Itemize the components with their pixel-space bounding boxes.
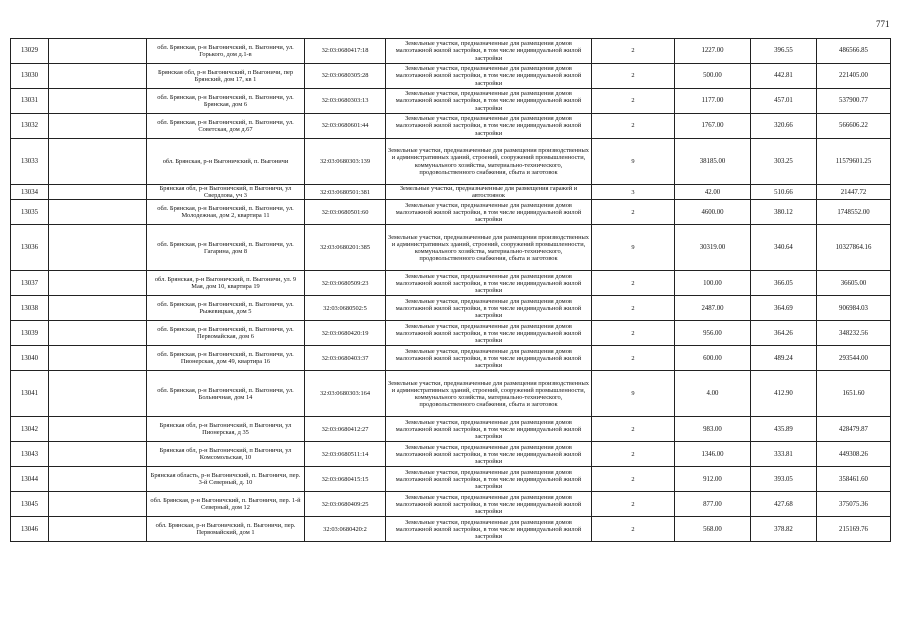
table-row (11, 517, 891, 542)
cadastral-value-cell: 566606.22 (817, 114, 891, 139)
row-number: 13038 (11, 296, 49, 321)
cadastral-number-cell: 32:03:0680201:385 (305, 225, 386, 271)
specific-value-cell: 333.81 (751, 442, 817, 467)
area-cell: 877.00 (675, 492, 751, 517)
group-cell: 2 (592, 467, 675, 492)
address-cell: Брянская обл, р-н Выгоничский, п Выгоничи, ул Свердлова, уч 3 (147, 185, 305, 200)
group-cell: 2 (592, 296, 675, 321)
land-use-cell: Земельные участки, предназначенные для размещения домов малоэтажной жилой застройки, в том числе индивидуальной жилой застройки (386, 200, 592, 225)
land-use-cell: Земельные участки, предназначенные для размещения домов малоэтажной жилой застройки, в том числе индивидуальной жилой застройки (386, 467, 592, 492)
row-number: 13046 (11, 517, 49, 542)
cadastral-number-cell: 32:03:0680403:37 (305, 346, 386, 371)
cadastral-value-cell: 428479.87 (817, 417, 891, 442)
cadastral-value-cell: 449308.26 (817, 442, 891, 467)
land-use-cell: Земельные участки, предназначенные для размещения домов малоэтажной жилой застройки, в том числе индивидуальной жилой застройки (386, 517, 592, 542)
empty-cell (49, 296, 147, 321)
empty-cell (49, 185, 147, 200)
table-row (11, 346, 891, 371)
group-cell: 3 (592, 185, 675, 200)
group-cell: 2 (592, 492, 675, 517)
specific-value-cell: 396.55 (751, 39, 817, 64)
address-cell: обл. Брянская, р-н Выгоничский, п. Выгоничи, ул. Пионерская, дом 49, квартира 16 (147, 346, 305, 371)
cadastral-value-cell: 1748552.00 (817, 200, 891, 225)
row-number: 13029 (11, 39, 49, 64)
address-cell: обл. Брянская, р-н Выгоничский, п. Выгоничи, ул. Советская, дом д.67 (147, 114, 305, 139)
row-number: 13037 (11, 271, 49, 296)
area-cell: 912.00 (675, 467, 751, 492)
specific-value-cell: 393.05 (751, 467, 817, 492)
specific-value-cell: 412.90 (751, 371, 817, 417)
area-cell: 42.00 (675, 185, 751, 200)
land-use-cell: Земельные участки, предназначенные для размещения домов малоэтажной жилой застройки, в том числе индивидуальной жилой застройки (386, 492, 592, 517)
land-use-cell: Земельные участки, предназначенные для размещения домов малоэтажной жилой застройки, в том числе индивидуальной жилой застройки (386, 114, 592, 139)
specific-value-cell: 303.25 (751, 139, 817, 185)
cadastral-value-cell: 1651.60 (817, 371, 891, 417)
cadastral-value-table (10, 38, 891, 542)
table-row (11, 64, 891, 89)
cadastral-value-cell: 21447.72 (817, 185, 891, 200)
empty-cell (49, 64, 147, 89)
cadastral-number-cell: 32:03:0680501:60 (305, 200, 386, 225)
row-number: 13035 (11, 200, 49, 225)
group-cell: 2 (592, 64, 675, 89)
area-cell: 4.00 (675, 371, 751, 417)
address-cell: обл. Брянская, р-н Выгоничский, п. Выгоничи, ул. Молодежная, дом 2, квартира 11 (147, 200, 305, 225)
address-cell: обл. Брянская, р-н Выгоничский, п. Выгоничи, ул. Брянская, дом 6 (147, 89, 305, 114)
cadastral-value-cell: 486566.85 (817, 39, 891, 64)
row-number: 13042 (11, 417, 49, 442)
land-use-cell: Земельные участки, предназначенные для размещения домов малоэтажной жилой застройки, в том числе индивидуальной жилой застройки (386, 64, 592, 89)
empty-cell (49, 225, 147, 271)
land-use-cell: Земельные участки, предназначенные для размещения домов малоэтажной жилой застройки, в том числе индивидуальной жилой застройки (386, 271, 592, 296)
table-row (11, 296, 891, 321)
cadastral-value-cell: 11579601.25 (817, 139, 891, 185)
cadastral-number-cell: 32:03:0680501:381 (305, 185, 386, 200)
specific-value-cell: 378.82 (751, 517, 817, 542)
land-use-cell: Земельные участки, предназначенные для размещения домов малоэтажной жилой застройки, в том числе индивидуальной жилой застройки (386, 442, 592, 467)
row-number: 13045 (11, 492, 49, 517)
cadastral-value-cell: 215169.76 (817, 517, 891, 542)
specific-value-cell: 364.69 (751, 296, 817, 321)
land-use-cell: Земельные участки, предназначенные для размещения производственных и административных зданий, строений, сооружений промышленности, коммунального хозяйства, материально-технического, продовольственного снабжения, сбыта и заготовок (386, 225, 592, 271)
group-cell: 2 (592, 114, 675, 139)
area-cell: 2487.00 (675, 296, 751, 321)
empty-cell (49, 371, 147, 417)
table-row (11, 185, 891, 200)
page-number: 771 (876, 19, 890, 29)
cadastral-value-cell: 293544.00 (817, 346, 891, 371)
address-cell: обл. Брянская, р-н Выгоничский, п. Выгоничи, ул. Первомайская, дом 6 (147, 321, 305, 346)
land-use-cell: Земельные участки, предназначенные для размещения домов малоэтажной жилой застройки, в том числе индивидуальной жилой застройки (386, 321, 592, 346)
group-cell: 2 (592, 321, 675, 346)
empty-cell (49, 467, 147, 492)
cadastral-value-cell: 906984.03 (817, 296, 891, 321)
address-cell: обл. Брянская, р-н Выгоничский, п. Выгоничи (147, 139, 305, 185)
cadastral-number-cell: 32:03:0680415:15 (305, 467, 386, 492)
row-number: 13033 (11, 139, 49, 185)
area-cell: 600.00 (675, 346, 751, 371)
address-cell: Брянская обл, р-н Выгоничский, п Выгоничи, пер Брянский, дом 17, кв 1 (147, 64, 305, 89)
cadastral-number-cell: 32:03:0680420:2 (305, 517, 386, 542)
cadastral-number-cell: 32:03:0680502:5 (305, 296, 386, 321)
empty-cell (49, 346, 147, 371)
row-number: 13036 (11, 225, 49, 271)
specific-value-cell: 510.66 (751, 185, 817, 200)
specific-value-cell: 320.66 (751, 114, 817, 139)
empty-cell (49, 271, 147, 296)
specific-value-cell: 435.89 (751, 417, 817, 442)
address-cell: обл. Брянская, р-н Выгоничский, п. Выгоничи, пер. Первомайский, дом 1 (147, 517, 305, 542)
cadastral-value-cell: 537900.77 (817, 89, 891, 114)
address-cell: обл. Брянская, р-н Выгоничский, п. Выгоничи, пер. 1-й Северный, дом 12 (147, 492, 305, 517)
address-cell: Брянская обл, р-н Выгоничский, п Выгоничи, ул Комсомольская, 10 (147, 442, 305, 467)
area-cell: 956.00 (675, 321, 751, 346)
address-cell: обл. Брянская, р-н Выгоничский, п. Выгоничи, ул. Больничная, дом 14 (147, 371, 305, 417)
group-cell: 9 (592, 139, 675, 185)
group-cell: 2 (592, 200, 675, 225)
cadastral-number-cell: 32:03:0680303:139 (305, 139, 386, 185)
table-row (11, 371, 891, 417)
table-row (11, 442, 891, 467)
specific-value-cell: 366.05 (751, 271, 817, 296)
cadastral-number-cell: 32:03:0680601:44 (305, 114, 386, 139)
empty-cell (49, 417, 147, 442)
cadastral-value-cell: 375075.36 (817, 492, 891, 517)
land-use-cell: Земельные участки, предназначенные для размещения домов малоэтажной жилой застройки, в том числе индивидуальной жилой застройки (386, 89, 592, 114)
row-number: 13039 (11, 321, 49, 346)
group-cell: 9 (592, 225, 675, 271)
table-row (11, 467, 891, 492)
cadastral-number-cell: 32:03:0680417:18 (305, 39, 386, 64)
land-use-cell: Земельные участки, предназначенные для размещения домов малоэтажной жилой застройки, в том числе индивидуальной жилой застройки (386, 346, 592, 371)
cadastral-number-cell: 32:03:0680305:28 (305, 64, 386, 89)
area-cell: 1346.00 (675, 442, 751, 467)
table-row (11, 417, 891, 442)
address-cell: Брянская область, р-н Выгоничский, п. Выгоничи, пер. 3-й Северный, д. 10 (147, 467, 305, 492)
area-cell: 38185.00 (675, 139, 751, 185)
cadastral-value-cell: 36605.00 (817, 271, 891, 296)
address-cell: Брянская обл, р-н Выгоничский, п Выгоничи, ул Пионерская, д 35 (147, 417, 305, 442)
empty-cell (49, 89, 147, 114)
group-cell: 2 (592, 517, 675, 542)
specific-value-cell: 489.24 (751, 346, 817, 371)
area-cell: 1227.00 (675, 39, 751, 64)
empty-cell (49, 200, 147, 225)
cadastral-value-cell: 348232.56 (817, 321, 891, 346)
table-row (11, 492, 891, 517)
group-cell: 2 (592, 346, 675, 371)
table-row (11, 139, 891, 185)
land-use-cell: Земельные участки, предназначенные для размещения производственных и административных зданий, строений, сооружений промышленности, коммунального хозяйства, материально-технического, продовольственного снабжения, сбыта и заготовок (386, 371, 592, 417)
empty-cell (49, 442, 147, 467)
empty-cell (49, 492, 147, 517)
area-cell: 1767.00 (675, 114, 751, 139)
cadastral-number-cell: 32:03:0680303:164 (305, 371, 386, 417)
group-cell: 2 (592, 39, 675, 64)
cadastral-number-cell: 32:03:0680303:13 (305, 89, 386, 114)
empty-cell (49, 517, 147, 542)
area-cell: 500.00 (675, 64, 751, 89)
address-cell: обл. Брянская, р-н Выгоничский, п. Выгоничи, ул. Рыжевицкая, дом 5 (147, 296, 305, 321)
table-row (11, 114, 891, 139)
row-number: 13040 (11, 346, 49, 371)
area-cell: 1177.00 (675, 89, 751, 114)
cadastral-number-cell: 32:03:0680509:23 (305, 271, 386, 296)
empty-cell (49, 39, 147, 64)
row-number: 13031 (11, 89, 49, 114)
group-cell: 9 (592, 371, 675, 417)
land-use-cell: Земельные участки, предназначенные для размещения производственных и административных зданий, строений, сооружений промышленности, коммунального хозяйства, материально-технического, продовольственного снабжения, сбыта и заготовок (386, 139, 592, 185)
area-cell: 568.00 (675, 517, 751, 542)
table-row (11, 321, 891, 346)
row-number: 13044 (11, 467, 49, 492)
group-cell: 2 (592, 442, 675, 467)
empty-cell (49, 321, 147, 346)
land-use-cell: Земельные участки, предназначенные для размещения домов малоэтажной жилой застройки, в том числе индивидуальной жилой застройки (386, 39, 592, 64)
area-cell: 30319.00 (675, 225, 751, 271)
area-cell: 4600.00 (675, 200, 751, 225)
empty-cell (49, 114, 147, 139)
row-number: 13030 (11, 64, 49, 89)
cadastral-number-cell: 32:03:0680412:27 (305, 417, 386, 442)
group-cell: 2 (592, 417, 675, 442)
table-row (11, 89, 891, 114)
cadastral-number-cell: 32:03:0680409:25 (305, 492, 386, 517)
specific-value-cell: 427.68 (751, 492, 817, 517)
address-cell: обл. Брянская, р-н Выгоничский, п. Выгоничи, ул. Гагарина, дом 8 (147, 225, 305, 271)
group-cell: 2 (592, 89, 675, 114)
cadastral-number-cell: 32:03:0680420:19 (305, 321, 386, 346)
land-use-cell: Земельные участки, предназначенные для размещения домов малоэтажной жилой застройки, в том числе индивидуальной жилой застройки (386, 417, 592, 442)
land-use-cell: Земельные участки, предназначенные для размещения домов малоэтажной жилой застройки, в том числе индивидуальной жилой застройки (386, 296, 592, 321)
row-number: 13032 (11, 114, 49, 139)
land-use-cell: Земельные участки, предназначенные для размещения гаражей и автостоянок (386, 185, 592, 200)
cadastral-number-cell: 32:03:0680511:14 (305, 442, 386, 467)
specific-value-cell: 364.26 (751, 321, 817, 346)
specific-value-cell: 340.64 (751, 225, 817, 271)
cadastral-value-cell: 221405.00 (817, 64, 891, 89)
table-row (11, 200, 891, 225)
table-row (11, 225, 891, 271)
specific-value-cell: 457.01 (751, 89, 817, 114)
area-cell: 983.00 (675, 417, 751, 442)
table-body (11, 39, 891, 542)
area-cell: 100.00 (675, 271, 751, 296)
specific-value-cell: 442.81 (751, 64, 817, 89)
address-cell: обл. Брянская, р-н Выгоничский, п. Выгоничи, ул. 9 Мая, дом 10, квартира 19 (147, 271, 305, 296)
group-cell: 2 (592, 271, 675, 296)
row-number: 13043 (11, 442, 49, 467)
table-row (11, 271, 891, 296)
specific-value-cell: 380.12 (751, 200, 817, 225)
row-number: 13041 (11, 371, 49, 417)
row-number: 13034 (11, 185, 49, 200)
cadastral-value-cell: 10327864.16 (817, 225, 891, 271)
address-cell: обл. Брянская, р-н Выгоничский, п. Выгоничи, ул. Горького, дом д.1-в (147, 39, 305, 64)
table-row (11, 39, 891, 64)
empty-cell (49, 139, 147, 185)
cadastral-value-cell: 358461.60 (817, 467, 891, 492)
